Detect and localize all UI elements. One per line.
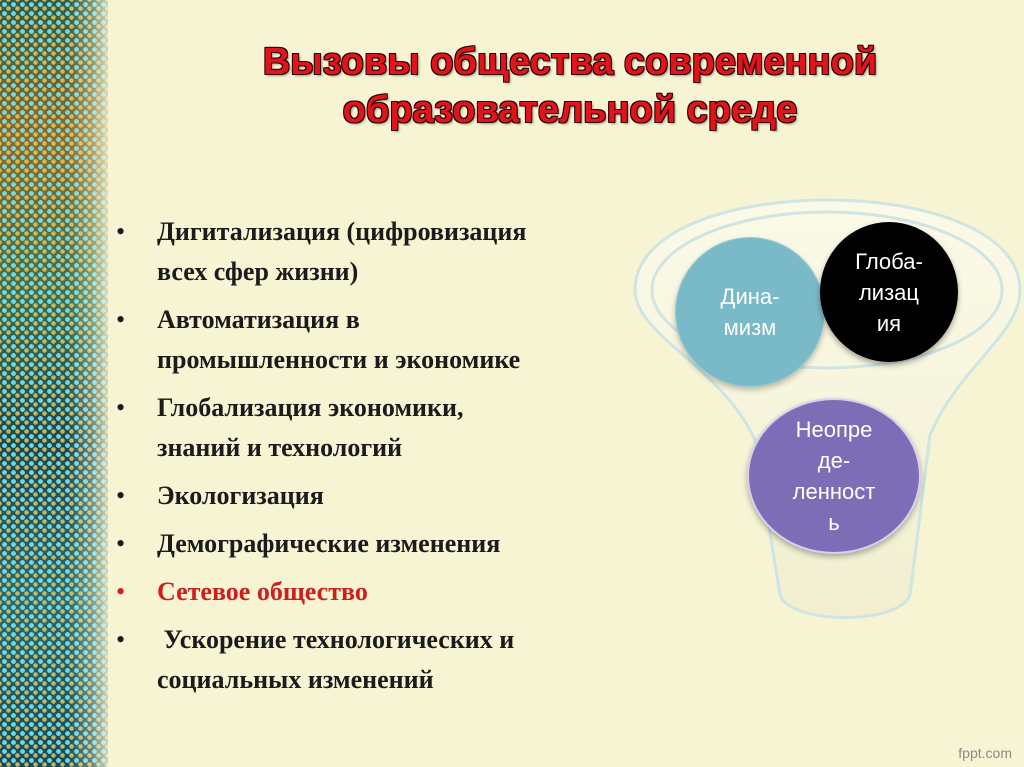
circle-globalization-line3: ия xyxy=(876,310,902,336)
bullet-text-line1: Глобализация экономики, xyxy=(157,393,464,422)
bullet-text-line2: знаний и технологий xyxy=(157,433,403,462)
bullet-dot-icon: • xyxy=(116,393,126,422)
bullet-text-line1: Ускорение технологических и xyxy=(157,625,515,654)
bullet-item-network-society xyxy=(112,572,652,612)
circle-uncertainty xyxy=(747,398,921,554)
bullet-text-line2: промышленности и экономике xyxy=(157,345,521,374)
bullet-text-line2: всех сфер жизни) xyxy=(157,257,359,286)
bullet-item-automation xyxy=(112,300,652,380)
bullet-dot-icon: • xyxy=(116,625,126,654)
title-line-1: Вызовы общества современной xyxy=(262,41,878,83)
bullet-text-line1: Сетевое общество xyxy=(157,577,368,606)
bullet-item-digitalization xyxy=(112,212,652,292)
bullet-dot-icon: • xyxy=(116,529,126,558)
title-line-2: образовательной среде xyxy=(342,89,798,131)
circle-dynamism-line1: Дина- xyxy=(720,284,780,309)
bullet-dot-icon: • xyxy=(116,577,126,606)
slide-title xyxy=(130,38,1010,134)
bullet-dot-icon: • xyxy=(116,217,126,246)
circle-globalization-line1: Глоба- xyxy=(855,248,923,274)
circle-uncertainty-line2: де- xyxy=(817,448,851,473)
circle-dynamism-line2: мизм xyxy=(723,315,777,340)
circle-uncertainty-line1: Неопре xyxy=(795,417,873,442)
circle-globalization xyxy=(820,222,958,362)
bullet-item-globalization xyxy=(112,388,652,468)
bullet-text-line1: Экологизация xyxy=(157,481,324,510)
fppt-watermark: fppt.com xyxy=(958,745,1012,761)
bullet-text-line1: Автоматизация в xyxy=(157,305,360,334)
circle-globalization-line2: лизац xyxy=(858,279,920,305)
bullet-item-ecologization xyxy=(112,476,652,516)
bullet-item-acceleration xyxy=(112,620,652,700)
bullet-item-demographics xyxy=(112,524,652,564)
circle-dynamism xyxy=(675,237,825,387)
bullet-text-line2: социальных изменений xyxy=(157,665,434,694)
bullet-text-line1: Демографические изменения xyxy=(157,529,501,558)
circle-uncertainty-line3: ленност xyxy=(792,479,876,504)
bullet-dot-icon: • xyxy=(116,305,126,334)
circle-uncertainty-line4: ь xyxy=(828,510,840,535)
bullet-text-line1: Дигитализация (цифровизация xyxy=(157,217,527,246)
bullet-list xyxy=(112,212,652,708)
bullet-dot-icon: • xyxy=(116,481,126,510)
decorative-dot-strip xyxy=(0,0,108,767)
